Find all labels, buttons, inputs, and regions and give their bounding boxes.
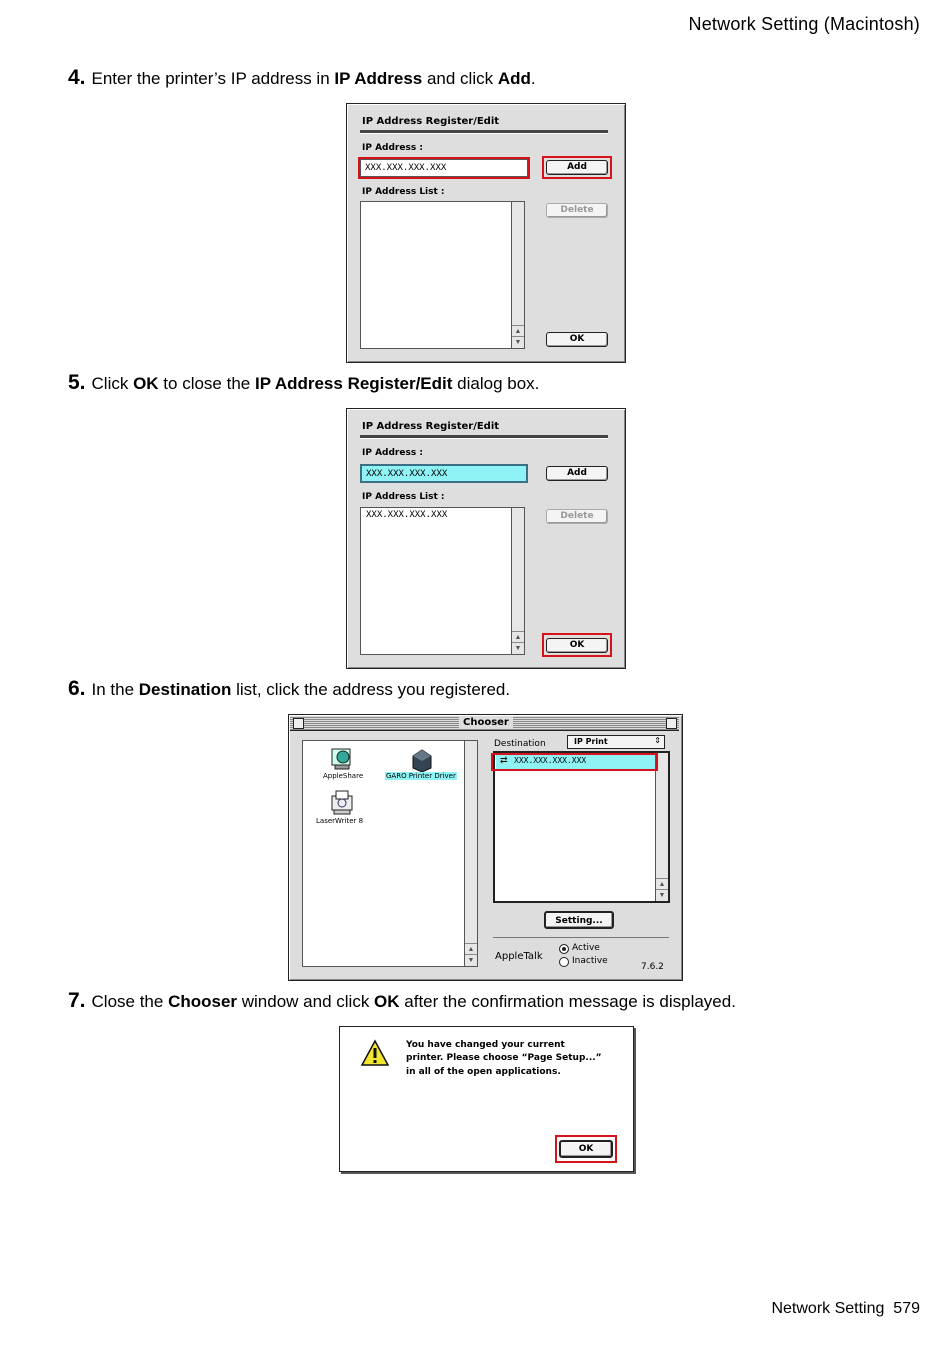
- delete-button[interactable]: Delete: [546, 509, 608, 524]
- highlight-box: [542, 633, 612, 657]
- step-number: 7.: [68, 989, 86, 1012]
- highlight-box: [542, 156, 612, 179]
- printer-driver-icon[interactable]: [409, 746, 435, 772]
- window-title: Chooser: [459, 717, 513, 728]
- zoom-box-icon[interactable]: [666, 718, 677, 729]
- ip-address-input[interactable]: XXX.XXX.XXX.XXX: [360, 464, 528, 483]
- title-divider: [360, 435, 608, 439]
- alert-message-line-1: You have changed your current: [406, 1040, 565, 1050]
- ip-address-list-label: IP Address List :: [362, 187, 445, 197]
- ip-register-dialog-1: [346, 103, 626, 363]
- connection-arrows-icon: ⇄: [500, 755, 508, 765]
- scroll-down-arrow-icon[interactable]: ▼: [512, 642, 524, 654]
- version-label: 7.6.2: [641, 962, 664, 972]
- alert-dialog: [339, 1026, 634, 1172]
- dialog-title: IP Address Register/Edit: [362, 421, 500, 432]
- laserwriter-label: LaserWriter 8: [316, 817, 364, 825]
- scroll-up-arrow-icon[interactable]: ▲: [512, 631, 524, 643]
- highlight-box: [358, 157, 530, 179]
- destination-list[interactable]: [493, 751, 670, 903]
- appletalk-label: AppleTalk: [495, 951, 543, 962]
- destination-label: Destination: [494, 739, 546, 749]
- ip-address-list-label: IP Address List :: [362, 492, 445, 502]
- delete-button[interactable]: Delete: [546, 203, 608, 218]
- setting-button[interactable]: Setting...: [544, 911, 614, 929]
- close-box-icon[interactable]: [293, 718, 304, 729]
- active-label: Active: [572, 943, 600, 953]
- ip-address-list[interactable]: [360, 201, 525, 349]
- step-number: 4.: [68, 66, 86, 89]
- destination-item-selected[interactable]: ⇄ XXX.XXX.XXX.XXX: [496, 755, 656, 769]
- add-button[interactable]: Add: [546, 160, 608, 175]
- alert-message-line-2: printer. Please choose “Page Setup...”: [406, 1053, 602, 1063]
- scroll-down-arrow-icon[interactable]: ▼: [656, 889, 668, 901]
- scroll-up-arrow-icon[interactable]: ▲: [465, 943, 477, 955]
- title-divider: [360, 130, 608, 134]
- scrollbar[interactable]: [464, 741, 477, 966]
- appleshare-label: AppleShare: [323, 772, 364, 780]
- alert-message-line-3: in all of the open applications.: [406, 1067, 561, 1077]
- laserwriter-icon[interactable]: [329, 790, 355, 816]
- scroll-down-arrow-icon[interactable]: ▼: [512, 336, 524, 348]
- ip-address-list[interactable]: [360, 507, 525, 655]
- popup-arrows-icon: ⇕: [654, 736, 661, 745]
- step-4: 4. Enter the printer’s IP address in IP Address and click Add.: [68, 66, 536, 89]
- step-number: 6.: [68, 677, 86, 700]
- list-item[interactable]: XXX.XXX.XXX.XXX: [366, 510, 448, 520]
- appleshare-icon[interactable]: [329, 747, 355, 771]
- page-number: 579: [893, 1300, 920, 1317]
- step-6: 6. In the Destination list, click the address you registered.: [68, 677, 511, 700]
- scroll-up-arrow-icon[interactable]: ▲: [656, 878, 668, 890]
- driver-list[interactable]: [302, 740, 478, 967]
- scrollbar[interactable]: [511, 508, 524, 654]
- ok-button[interactable]: OK: [546, 638, 608, 653]
- ip-address-label: IP Address :: [362, 448, 423, 458]
- scroll-down-arrow-icon[interactable]: ▼: [465, 954, 477, 966]
- ok-button[interactable]: OK: [559, 1140, 613, 1158]
- active-radio[interactable]: [559, 944, 569, 954]
- step-number: 5.: [68, 371, 86, 394]
- ok-button[interactable]: OK: [546, 332, 608, 347]
- highlight-box: [491, 753, 658, 771]
- dialog-title: IP Address Register/Edit: [362, 116, 500, 127]
- chooser-window: [288, 714, 683, 981]
- printer-driver-label: GARO Printer Driver: [386, 772, 456, 780]
- highlight-box: [555, 1135, 617, 1163]
- scroll-up-arrow-icon[interactable]: ▲: [512, 325, 524, 337]
- page-footer: [771, 1300, 920, 1318]
- step-5: 5. Click OK to close the IP Address Register/Edit dialog box.: [68, 371, 540, 394]
- divider: [493, 937, 669, 938]
- ip-address-label: IP Address :: [362, 143, 423, 153]
- scrollbar[interactable]: [511, 202, 524, 348]
- step-7: 7. Close the Chooser window and click OK after the confirmation message is displayed.: [68, 989, 736, 1012]
- inactive-label: Inactive: [572, 956, 608, 966]
- destination-popup[interactable]: IP Print ⇕: [567, 735, 665, 749]
- ip-address-input[interactable]: XXX.XXX.XXX.XXX: [360, 159, 528, 177]
- scrollbar[interactable]: [655, 753, 668, 901]
- page-header: Network Setting (Macintosh): [688, 14, 920, 34]
- warning-icon: [361, 1039, 389, 1067]
- add-button[interactable]: Add: [546, 466, 608, 481]
- footer-section: Network Setting: [771, 1300, 885, 1317]
- inactive-radio[interactable]: [559, 957, 569, 967]
- ip-register-dialog-2: [346, 408, 626, 669]
